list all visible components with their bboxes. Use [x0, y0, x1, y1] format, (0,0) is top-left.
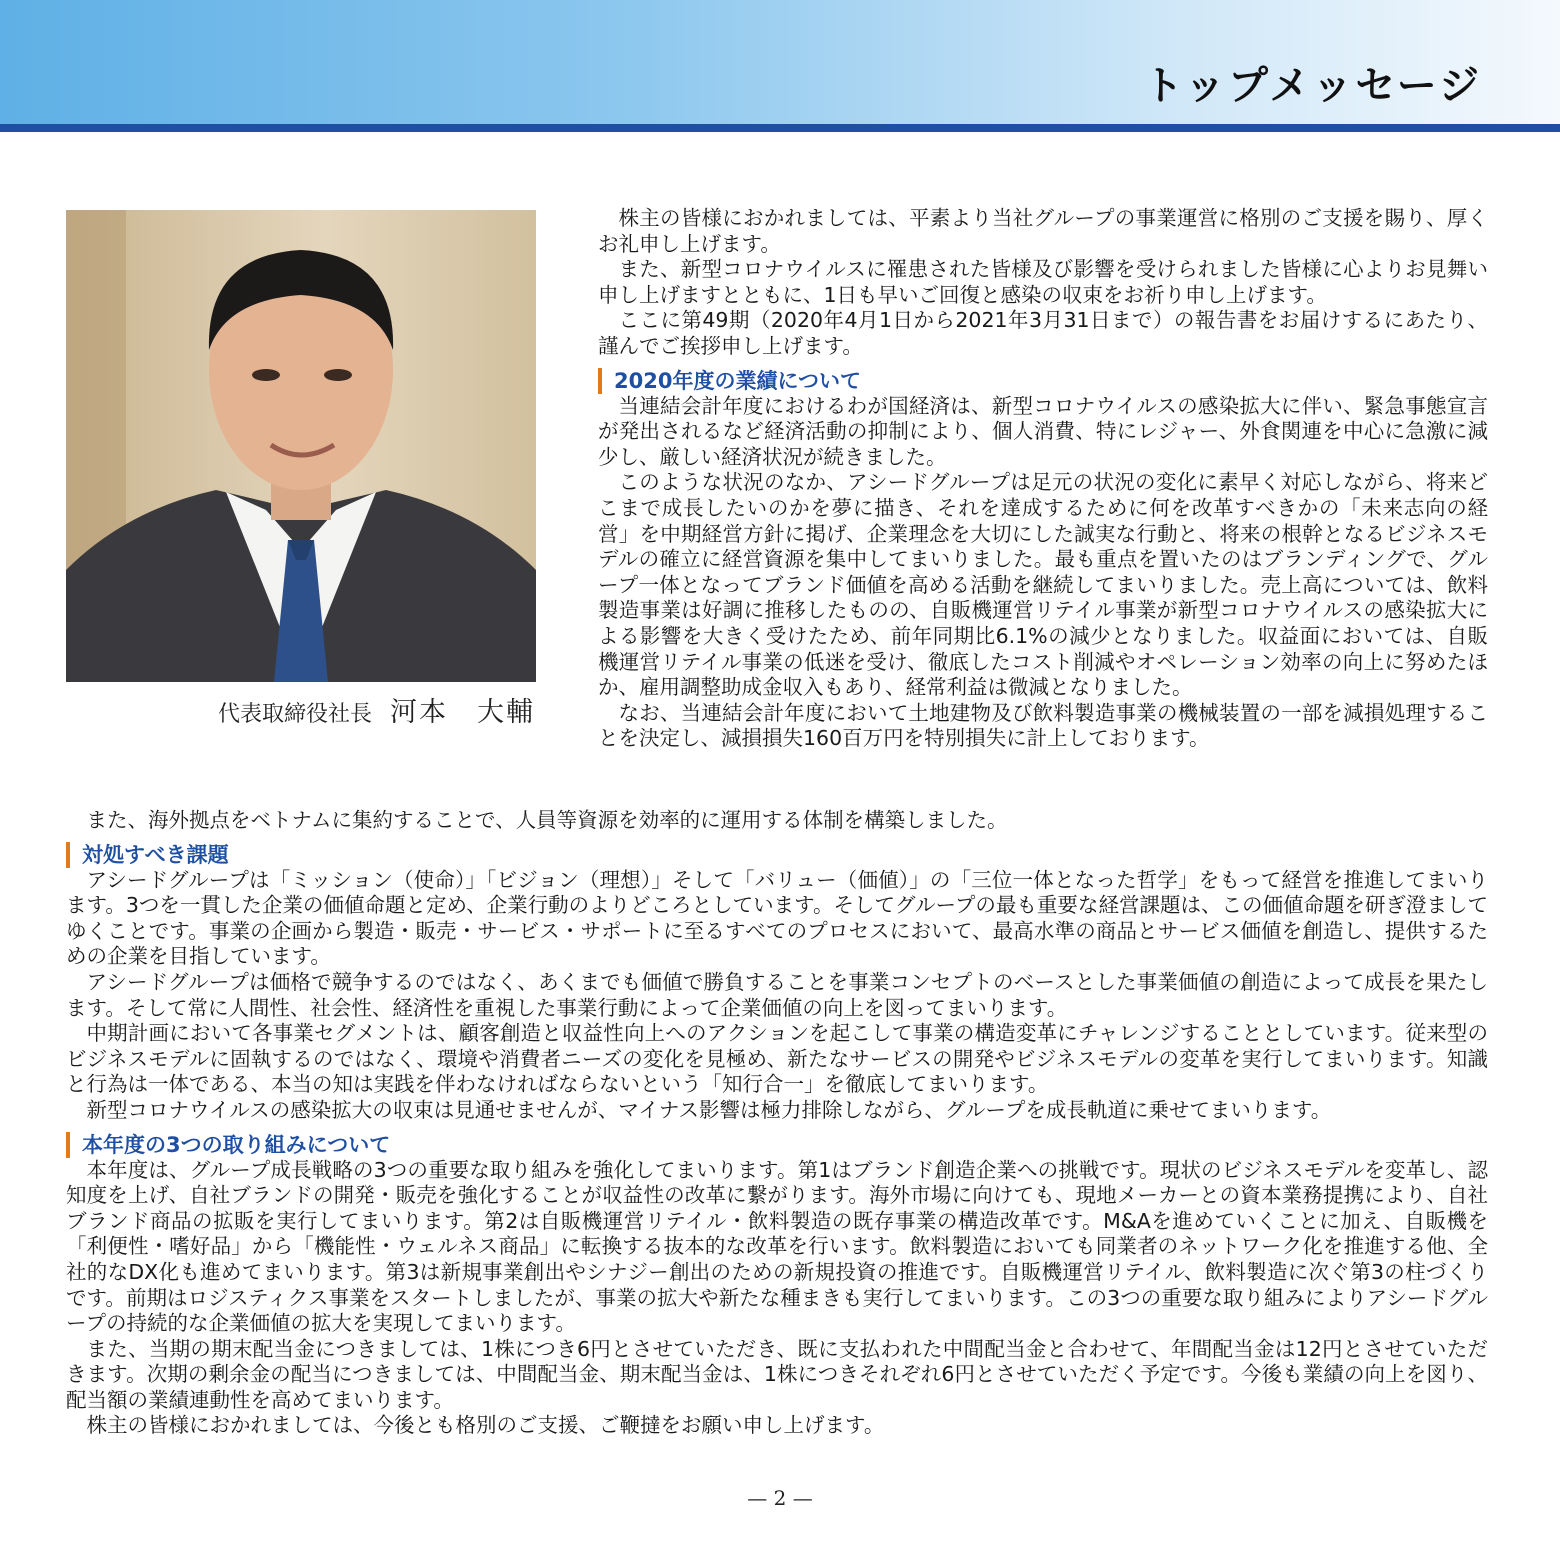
section-heading-results: 2020年度の業績について — [598, 368, 1488, 394]
results-paragraph: なお、当連結会計年度において土地建物及び飲料製造事業の機械装置の一部を減損処理することを決定し、減損損失160百万円を特別損失に計上しております。 — [598, 700, 1488, 751]
message-right-column — [598, 206, 1488, 752]
results-continuation: また、海外拠点をベトナムに集約することで、人員等資源を効率的に運用する体制を構築しました。 — [86, 808, 1008, 832]
initiatives-paragraph: 本年度は、グループ成長戦略の3つの重要な取り組みを強化してまいります。第1はブランド創造企業への挑戦です。現状のビジネスモデルを変革し、認知度を上げ、自社ブランドの開発・販売を強化することが収益性の改革に繋がります。海外市場に向けても、現地メーカーとの資本業務提携により、自社ブランド商品の拡販を実行してまいります。第2は自販機運営リテイル・飲料製造の既存事業の構造改革です。M&Aを進めていくことに加え、自販機を「利便性・嗜好品」から「機能性・ウェルネス商品」に転換する抜本的な改革を行います。飲料製造においても同業者のネットワーク化を推進する他、全社的なDX化も進めてまいります。第3は新規事業創出やシナジー創出のための新規投資の推進です。自販機運営リテイル、飲料製造に次ぐ第3の柱づくりです。前期はロジスティクス事業をスタートしましたが、事業の拡大や新たな種まきも実行してまいります。この3つの重要な取り組みによりアシードグループの持続的な企業価値の拡大を実現してまいります。 — [66, 1157, 1488, 1336]
president-photo — [66, 210, 536, 682]
caption-name: 河本 大輔 — [390, 697, 536, 728]
results-paragraph: このような状況のなか、アシードグループは足元の状況の変化に素早く対応しながら、将来どこまで成長したいのかを夢に描き、それを達成するために何を改革すべきかの「未来志向の経営」を中期経営方針に掲げ、企業理念を大切にした誠実な行動と、将来の根幹となるビジネスモデルの確立に経営資源を集中してまいりました。最も重点を置いたのはブランディングで、グループ一体となってブランド価値を高める活動を継続してまいりました。売上高については、飲料製造事業は好調に推移したものの、自販機運営リテイル事業が新型コロナウイルスの感染拡大による影響を大きく受けたため、前年同期比6.1%の減少となりました。収益面においては、自販機運営リテイル事業の低迷を受け、徹底したコスト削減やオペレーション効率の向上に努めたほか、雇用調整助成金収入もあり、経常利益は微減となりました。 — [598, 470, 1488, 700]
issues-paragraph: アシードグループは価格で競争するのではなく、あくまでも価値で勝負することを事業コンセプトのベースとした事業価値の創造によって成長を果たします。そして常に人間性、社会性、経済性を重視した事業行動によって企業価値の向上を図ってまいります。 — [66, 969, 1488, 1020]
header-rule — [0, 124, 1560, 132]
photo-caption — [218, 690, 548, 729]
page-number: — 2 — — [747, 1486, 813, 1510]
intro-paragraph: また、新型コロナウイルスに罹患された皆様及び影響を受けられました皆様に心よりお見舞い申し上げますとともに、1日も早いご回復と感染の収束をお祈り申し上げます。 — [598, 257, 1488, 307]
section-heading-issues: 対処すべき課題 — [66, 842, 1488, 868]
issues-paragraph: アシードグループは「ミッション（使命）」「ビジョン（理想）」そして「バリュー（価値）」の「三位一体となった哲学」をもって経営を推進してまいります。3つを一貫した企業の価値命題と定め、企業行動のよりどころとしています。そしてグループの最も重要な経営課題は、この価値命題を研ぎ澄ましてゆくことです。事業の企画から製造・販売・サービス・サポートに至るすべてのプロセスにおいて、最高水準の商品とサービス価値を創造し、提供するための企業を目指しています。 — [66, 867, 1488, 969]
initiatives-paragraph: また、当期の期末配当金につきましては、1株につき6円とさせていただき、既に支払われた中間配当金と合わせて、年間配当金は12円とさせていただきます。次期の剰余金の配当につきましては、中間配当金、期末配当金は、1株につきそれぞれ6円とさせていただく予定です。今後も業績の向上を図り、配当額の業績連動性を高めてまいります。 — [66, 1336, 1488, 1412]
initiatives-paragraph: 株主の皆様におかれましては、今後とも格別のご支援、ご鞭撻をお願い申し上げます。 — [86, 1413, 885, 1438]
intro-paragraph: 株主の皆様におかれましては、平素より当社グループの事業運営に格別のご支援を賜り、厚くお礼申し上げます。 — [598, 206, 1488, 256]
message-full-column — [66, 808, 1488, 1439]
results-paragraph: 当連結会計年度におけるわが国経済は、新型コロナウイルスの感染拡大に伴い、緊急事態宣言が発出されるなど経済活動の抑制により、個人消費、特にレジャー、外食関連を中心に急激に減少し、厳しい経済状況が続きました。 — [598, 393, 1488, 469]
caption-position: 代表取締役社長 — [218, 702, 373, 727]
issues-paragraph: 新型コロナウイルスの感染拡大の収束は見通せませんが、マイナス影響は極力排除しながら、グループを成長軌道に乗せてまいります。 — [86, 1097, 1332, 1122]
issues-paragraph: 中期計画において各事業セグメントは、顧客創造と収益性向上へのアクションを起こして事業の構造変革にチャレンジすることとしています。従来型のビジネスモデルに固執するのではなく、環境や消費者ニーズの変化を見極め、新たなサービスの開発やビジネスモデルの変革を実行してまいります。知識と行為は一体である、本当の知は実践を伴わなければならないという「知行合一」を徹底してまいります。 — [66, 1021, 1488, 1097]
intro-paragraph: ここに第49期（2020年4月1日から2021年3月31日まで）の報告書をお届けするにあたり、謹んでご挨拶申し上げます。 — [598, 308, 1488, 358]
section-heading-initiatives: 本年度の3つの取り組みについて — [66, 1132, 1488, 1158]
page-title: トップメッセージ — [1143, 63, 1482, 109]
